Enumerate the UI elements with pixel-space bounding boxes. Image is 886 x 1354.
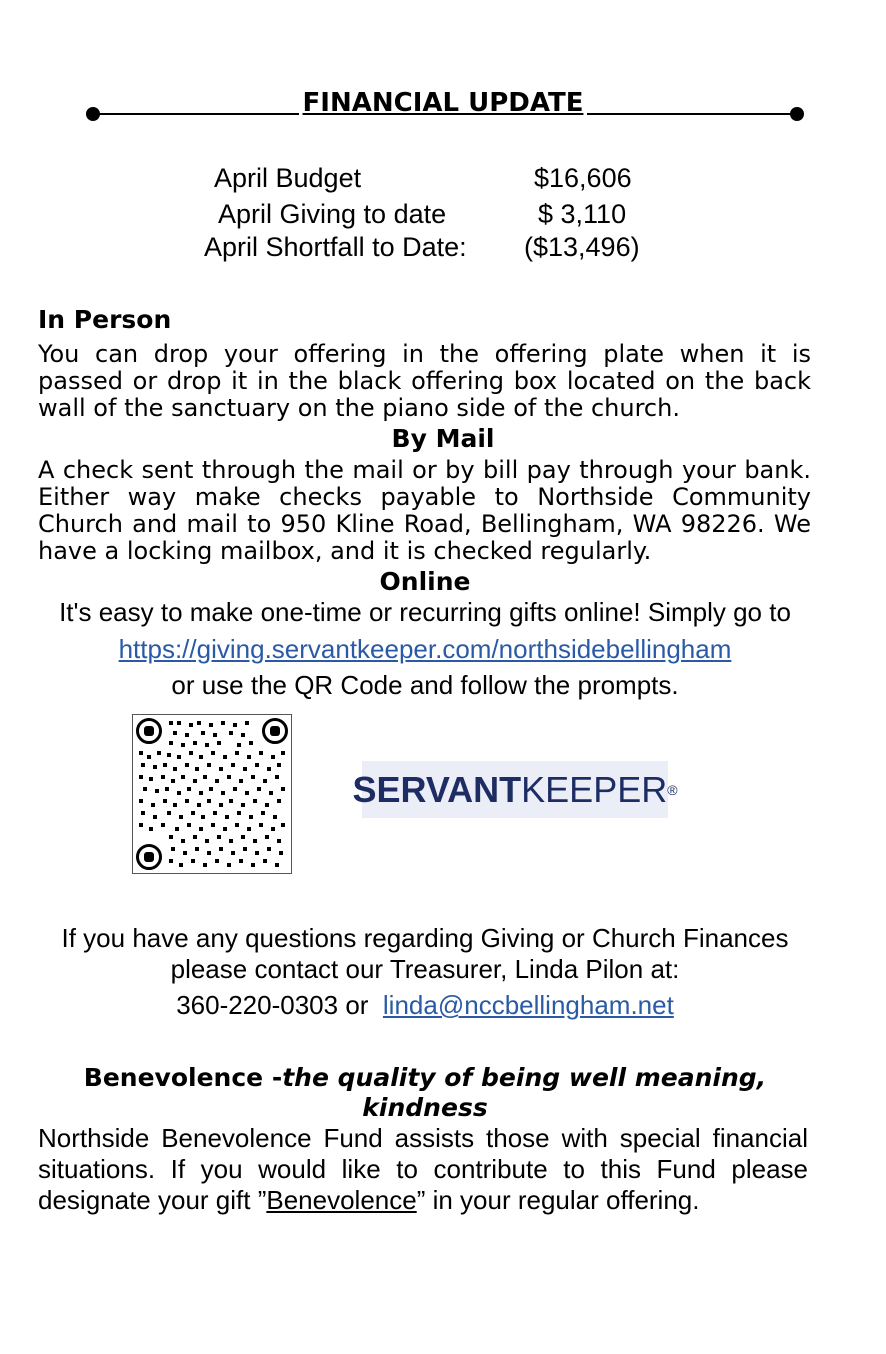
online-line1: It's easy to make one-time or recurring gifts online! Simply go to: [59, 597, 791, 627]
page-title: [0, 86, 886, 120]
treasurer-email-link[interactable]: linda@nccbellingham.net: [382, 990, 674, 1020]
benevolence-tagline: the quality of being well meaning,: [282, 1063, 767, 1092]
logo-part-servant: SERVANT: [352, 768, 522, 810]
contact-line3: [0, 989, 850, 1021]
by-mail-text: A check sent through the mail or by bill pay through your bank. Either way make checks payable to Northside Community Church and mail to 950 Kline Road, Bellingham, WA 98226. We have a locking mailbox, and it is checked regularly.: [38, 456, 811, 565]
qr-finder-top-right: [262, 718, 288, 744]
page-title-text: FINANCIAL UPDATE: [299, 88, 588, 118]
contact-line1: If you have any questions regarding Giving or Church Finances: [61, 923, 789, 953]
logo-registered-mark: ®: [667, 781, 678, 798]
benevolence-text-post: ” in your regular offering.: [416, 1185, 700, 1215]
benevolence-term: Benevolence: [266, 1185, 417, 1215]
giving-url-link[interactable]: https://giving.servantkeeper.com/northsidebellingham: [118, 634, 732, 664]
giving-label: April Giving to date: [218, 199, 447, 229]
servantkeeper-logo: [352, 761, 678, 818]
in-person-heading: In Person: [38, 305, 172, 334]
online-heading: Online: [379, 567, 471, 596]
benevolence-title: Benevolence -: [83, 1063, 283, 1092]
benevolence-heading: [0, 1063, 850, 1093]
treasurer-phone: 360-220-0303 or: [176, 990, 369, 1020]
contact-line2: please contact our Treasurer, Linda Pilon at:: [170, 954, 680, 984]
budget-value: $16,606: [534, 163, 632, 193]
in-person-text: You can drop your offering in the offering plate when it is passed or drop it in the black offering box located on the back wall of the sanctuary on the piano side of the church.: [38, 340, 811, 422]
by-mail-heading: By Mail: [391, 424, 495, 453]
giving-value: $ 3,110: [538, 199, 627, 229]
benevolence-text-pre: Northside Benevolence Fund assists those with special financial situations. If you would like to contribute to this Fund please designate your gift ”: [38, 1123, 808, 1215]
shortfall-label: April Shortfall to Date:: [204, 232, 467, 262]
qr-code[interactable]: [132, 714, 292, 874]
shortfall-value: ($13,496): [524, 232, 640, 262]
online-url-wrap: [0, 633, 850, 665]
budget-label: April Budget: [214, 163, 362, 193]
qr-finder-top-left: [136, 718, 162, 744]
benevolence-text: [38, 1123, 808, 1216]
logo-part-keeper: KEEPER: [521, 768, 668, 810]
online-line2: or use the QR Code and follow the prompts.: [171, 670, 679, 700]
qr-finder-bottom-left: [136, 844, 162, 870]
benevolence-tagline-2: kindness: [362, 1093, 488, 1122]
